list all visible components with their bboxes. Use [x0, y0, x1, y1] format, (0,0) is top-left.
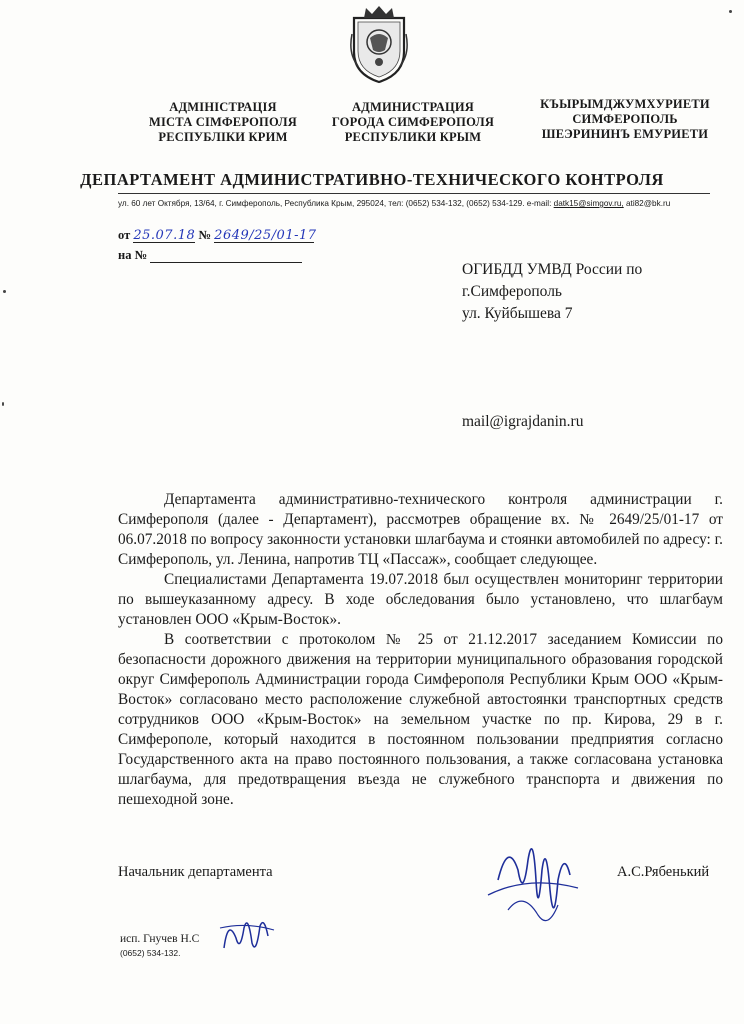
outgoing-reference [118, 228, 317, 243]
department-title: ДЕПАРТАМЕНТ АДМИНИСТРАТИВНО-ТЕХНИЧЕСКОГО КОНТРОЛЯ [80, 170, 664, 189]
header-russian [322, 100, 504, 145]
handwritten-number: 2649/25/01-17 [214, 228, 317, 243]
scan-speck [729, 10, 732, 13]
email-link-2[interactable]: ati82@bk.ru [625, 199, 671, 208]
signatory-title: Начальник департамента [118, 864, 273, 880]
letter-body [118, 490, 723, 810]
addressee-line: ул. Куйбышева 7 [462, 305, 573, 322]
header-line: ГОРОДА СИМФЕРОПОЛЯ [331, 115, 495, 129]
header-line: КЪЫРЫМДЖУМХУРИЕТИ [540, 97, 710, 111]
header-line: ШЕЭРИНИНЪ ЕМУРИЕТИ [541, 127, 709, 141]
signatory-name: А.С.Рябенький [617, 864, 710, 880]
body-paragraph: Департамента административно-технического контроля администрации г. Симферополя (далее - Департамент), рассмотрев обращение вх. № 2649/25/01-17 от 06.07.2018 по вопросу законности установки шлагбаума и стоянки автомобилей по адресу: г. Симферополь, ул. Ленина, напротив ТЦ «Пассаж», сообщает следующее. [118, 491, 723, 568]
header-line: АДМІНІСТРАЦІЯ [169, 100, 277, 114]
addressee-line: ОГИБДД УМВД России по [462, 261, 643, 278]
addressee-line: г.Симферополь [462, 283, 562, 300]
handwritten-date: 25.07.18 [133, 228, 196, 243]
from-label: от [118, 228, 131, 242]
body-paragraph: Специалистами Департамента 19.07.2018 был осуществлен мониторинг территории по вышеуказанному адресу. В ходе обследования было установлено, что шлагбаум установлен ООО «Крым-Восток». [118, 571, 723, 628]
to-label: на № [118, 248, 148, 262]
header-line: АДМИНИСТРАЦИЯ [351, 100, 475, 114]
header-divider [118, 193, 710, 194]
header-line: МІСТА СІМФЕРОПОЛЯ [148, 115, 297, 129]
email-link[interactable]: datk15@simgov.ru, [553, 199, 624, 208]
handwritten-signature [478, 820, 588, 940]
header-ukrainian [148, 100, 298, 145]
executor-phone: (0652) 534-132. [120, 948, 181, 958]
executor-initials-signature [216, 908, 276, 958]
header-line: СИМФЕРОПОЛЬ [572, 112, 678, 126]
scan-speck [3, 290, 6, 293]
coat-of-arms-icon [348, 4, 410, 86]
contact-line [118, 199, 670, 208]
header-crimean-tatar [530, 97, 720, 142]
addressee-email: mail@igrajdanin.ru [462, 413, 584, 430]
executor-name: исп. Гнучев Н.С [120, 933, 200, 945]
contact-address: ул. 60 лет Октября, 13/64, г. Симферополь, Республика Крым, 295024, тел: (0652) 534-132, (0652) 534-129. e-mail: [118, 199, 552, 208]
header-line: РЕСПУБЛИКИ КРЫМ [344, 130, 482, 144]
body-paragraph: В соответствии с протоколом № 25 от 21.12.2017 заседанием Комиссии по безопасности дорожного движения на территории муниципального образования городской округ Симферополь Администрации города Симферополя Республики Крым ООО «Крым-Восток» согласовано место расположение служебной автостоянки транспортных средств сотрудников ООО «Крым-Восток» на земельном участке по пр. Кирова, 29 в г. Симферополе, который находится в постоянном пользовании предприятия согласно Государственного акта на право постоянного пользования, а также согласована установка шлагбаума, для предотвращения въезда не служебного транспорта и движения по пешеходной зоне. [118, 631, 723, 808]
scan-speck [2, 402, 4, 406]
incoming-reference [118, 248, 302, 263]
number-label: № [198, 228, 212, 242]
header-line: РЕСПУБЛІКИ КРИМ [158, 130, 288, 144]
